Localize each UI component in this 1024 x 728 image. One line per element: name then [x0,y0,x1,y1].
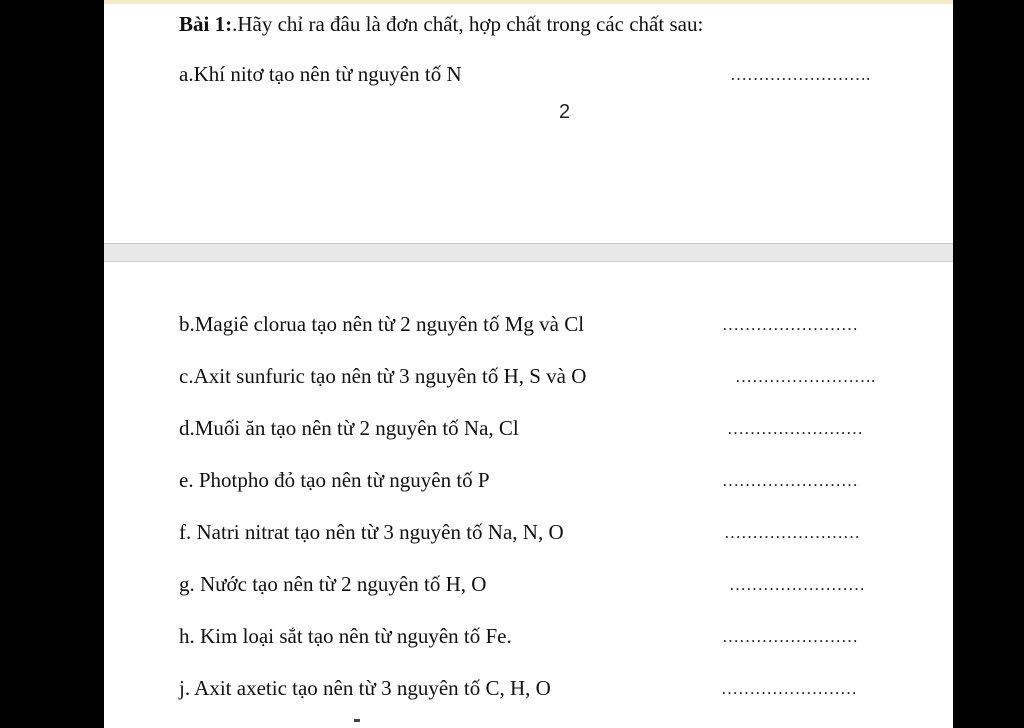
answer-blank-h[interactable]: …………………… [722,627,858,646]
answer-blank-b[interactable]: …………………… [722,315,858,334]
exercise-instruction: .Hãy chỉ ra đâu là đơn chất, hợp chất trong các chất sau: [232,12,704,36]
page-separator [104,243,953,262]
answer-blank-e[interactable]: …………………… [722,471,858,490]
page-top-edge [104,0,953,4]
question-a-text: a.Khí nitơ tạo nên từ nguyên tố N [179,62,462,86]
document-page-1 [104,0,953,243]
question-f-text: f. Natri nitrat tạo nên từ 3 nguyên tố Na, N, O [179,520,564,544]
document-page-2 [104,262,953,728]
answer-blank-g[interactable]: …………………… [729,575,865,594]
exercise-heading [179,14,703,35]
answer-blank-j[interactable]: …………………… [721,679,857,698]
answer-blank-c[interactable]: ……………………. [735,367,876,386]
cropped-text-fragment [354,719,360,722]
exercise-label: Bài 1: [179,12,233,36]
answer-blank-a[interactable]: ……………………. [730,65,871,84]
question-d-text: d.Muối ăn tạo nên từ 2 nguyên tố Na, Cl [179,416,519,440]
answer-blank-d[interactable]: …………………… [727,419,863,438]
question-b-text: b.Magiê clorua tạo nên từ 2 nguyên tố Mg và Cl [179,312,585,336]
question-j-text: j. Axit axetic tạo nên từ 3 nguyên tố C, H, O [179,676,551,700]
answer-blank-f[interactable]: …………………… [724,523,860,542]
question-g-text: g. Nước tạo nên từ 2 nguyên tố H, O [179,572,487,596]
question-e-text: e. Photpho đỏ tạo nên từ nguyên tố P [179,468,490,492]
page-number: 2 [559,101,571,123]
question-h-text: h. Kim loại sắt tạo nên từ nguyên tố Fe. [179,624,512,648]
question-c-text: c.Axit sunfuric tạo nên từ 3 nguyên tố H, S và O [179,364,587,388]
